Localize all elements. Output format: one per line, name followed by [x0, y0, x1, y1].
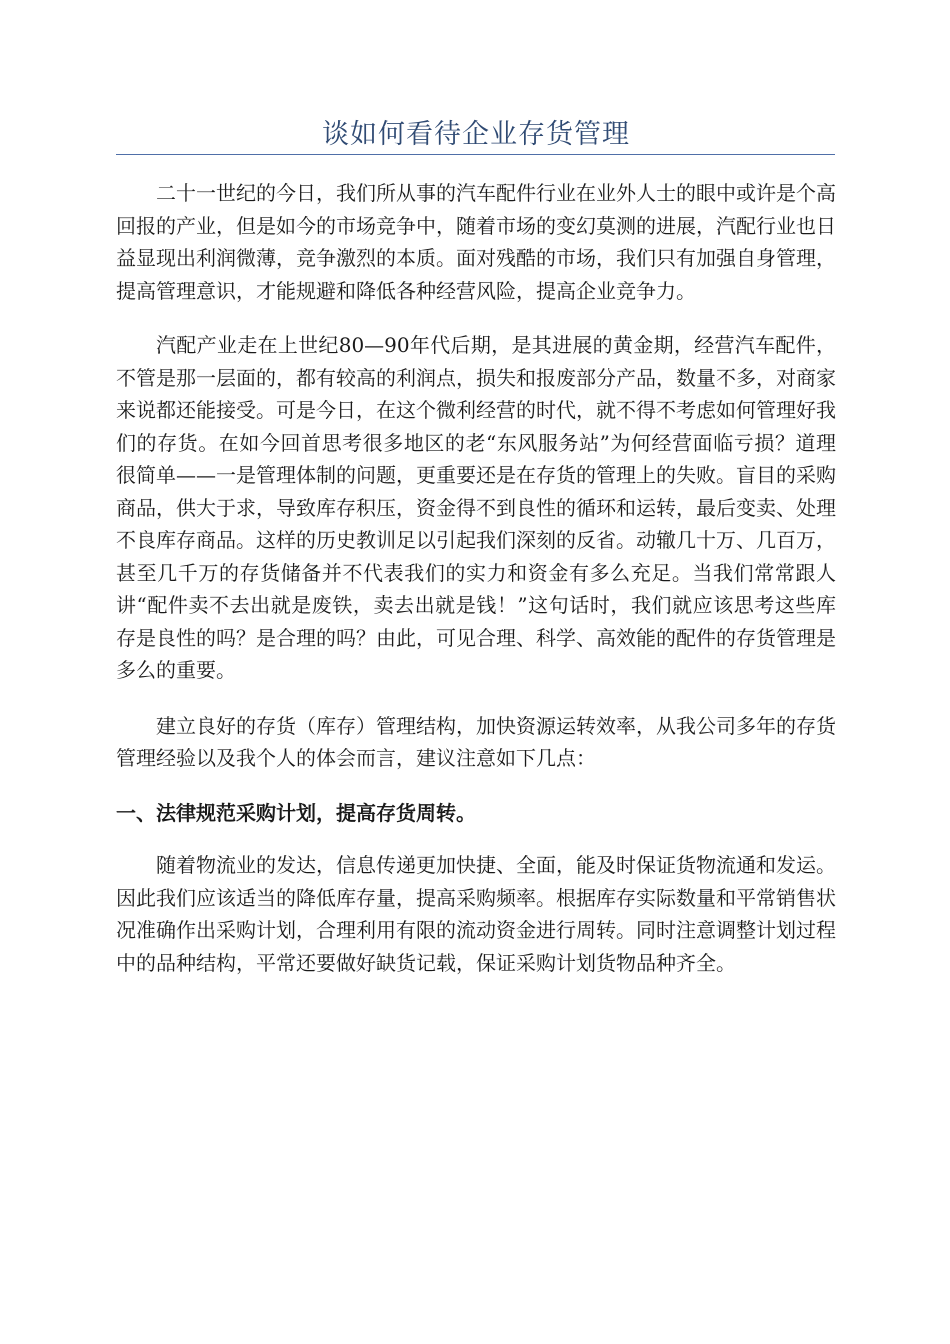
paragraph-procurement: 随着物流业的发达，信息传递更加快捷、全面，能及时保证货物流通和发运。因此我们应该适当的降低库存量，提高采购频率。根据库存实际数量和平常销售状况准确作出采购计划，合理利用有限的流动资金进行周转。同时注意调整计划过程中的品种结构，平常还要做好缺货记载，保证采购计划货物品种齐全。	[116, 853, 836, 975]
title-underline	[116, 154, 835, 155]
section-heading-1: 一、法律规范采购计划，提高存货周转。	[116, 800, 476, 825]
paragraph-history: 汽配产业走在上世纪80—90年代后期，是其进展的黄金期，经营汽车配件，不管是那一层面的，都有较高的利润点，损失和报废部分产品，数量不多，对商家来说都还能接受。可是今日，在这个微利经营的时代，就不得不考虑如何管理好我们的存货。在如今回首思考很多地区的老“东风服务站”为何经营面临亏损？道理很简单——一是管理体制的问题，更重要还是在存货的管理上的失败。盲目的采购商品，供大于求，导致库存积压，资金得不到良性的循环和运转，最后变卖、处理不良库存商品。这样的历史教训足以引起我们深刻的反省。动辙几十万、几百万，甚至几千万的存货储备并不代表我们的实力和资金有多么充足。当我们常常跟人讲“配件卖不去出就是废铁，卖去出就是钱！”这句话时，我们就应该思考这些库存是良性的吗？是合理的吗？由此，可见合理、科学、高效能的配件的存货管理是多么的重要。	[116, 333, 836, 682]
paragraph-intro: 二十一世纪的今日，我们所从事的汽车配件行业在业外人士的眼中或许是个高回报的产业，但是如今的市场竞争中，随着市场的变幻莫测的进展，汽配行业也日益显现出利润微薄，竞争激烈的本质。面对残酷的市场，我们只有加强自身管理，提高管理意识，才能规避和降低各种经营风险，提高企业竞争力。	[116, 181, 836, 303]
paragraph-suggestions-lead: 建立良好的存货（库存）管理结构，加快资源运转效率，从我公司多年的存货管理经验以及我个人的体会而言，建议注意如下几点：	[116, 713, 836, 770]
document-title: 谈如何看待企业存货管理	[322, 119, 630, 150]
document-page	[116, 0, 836, 979]
